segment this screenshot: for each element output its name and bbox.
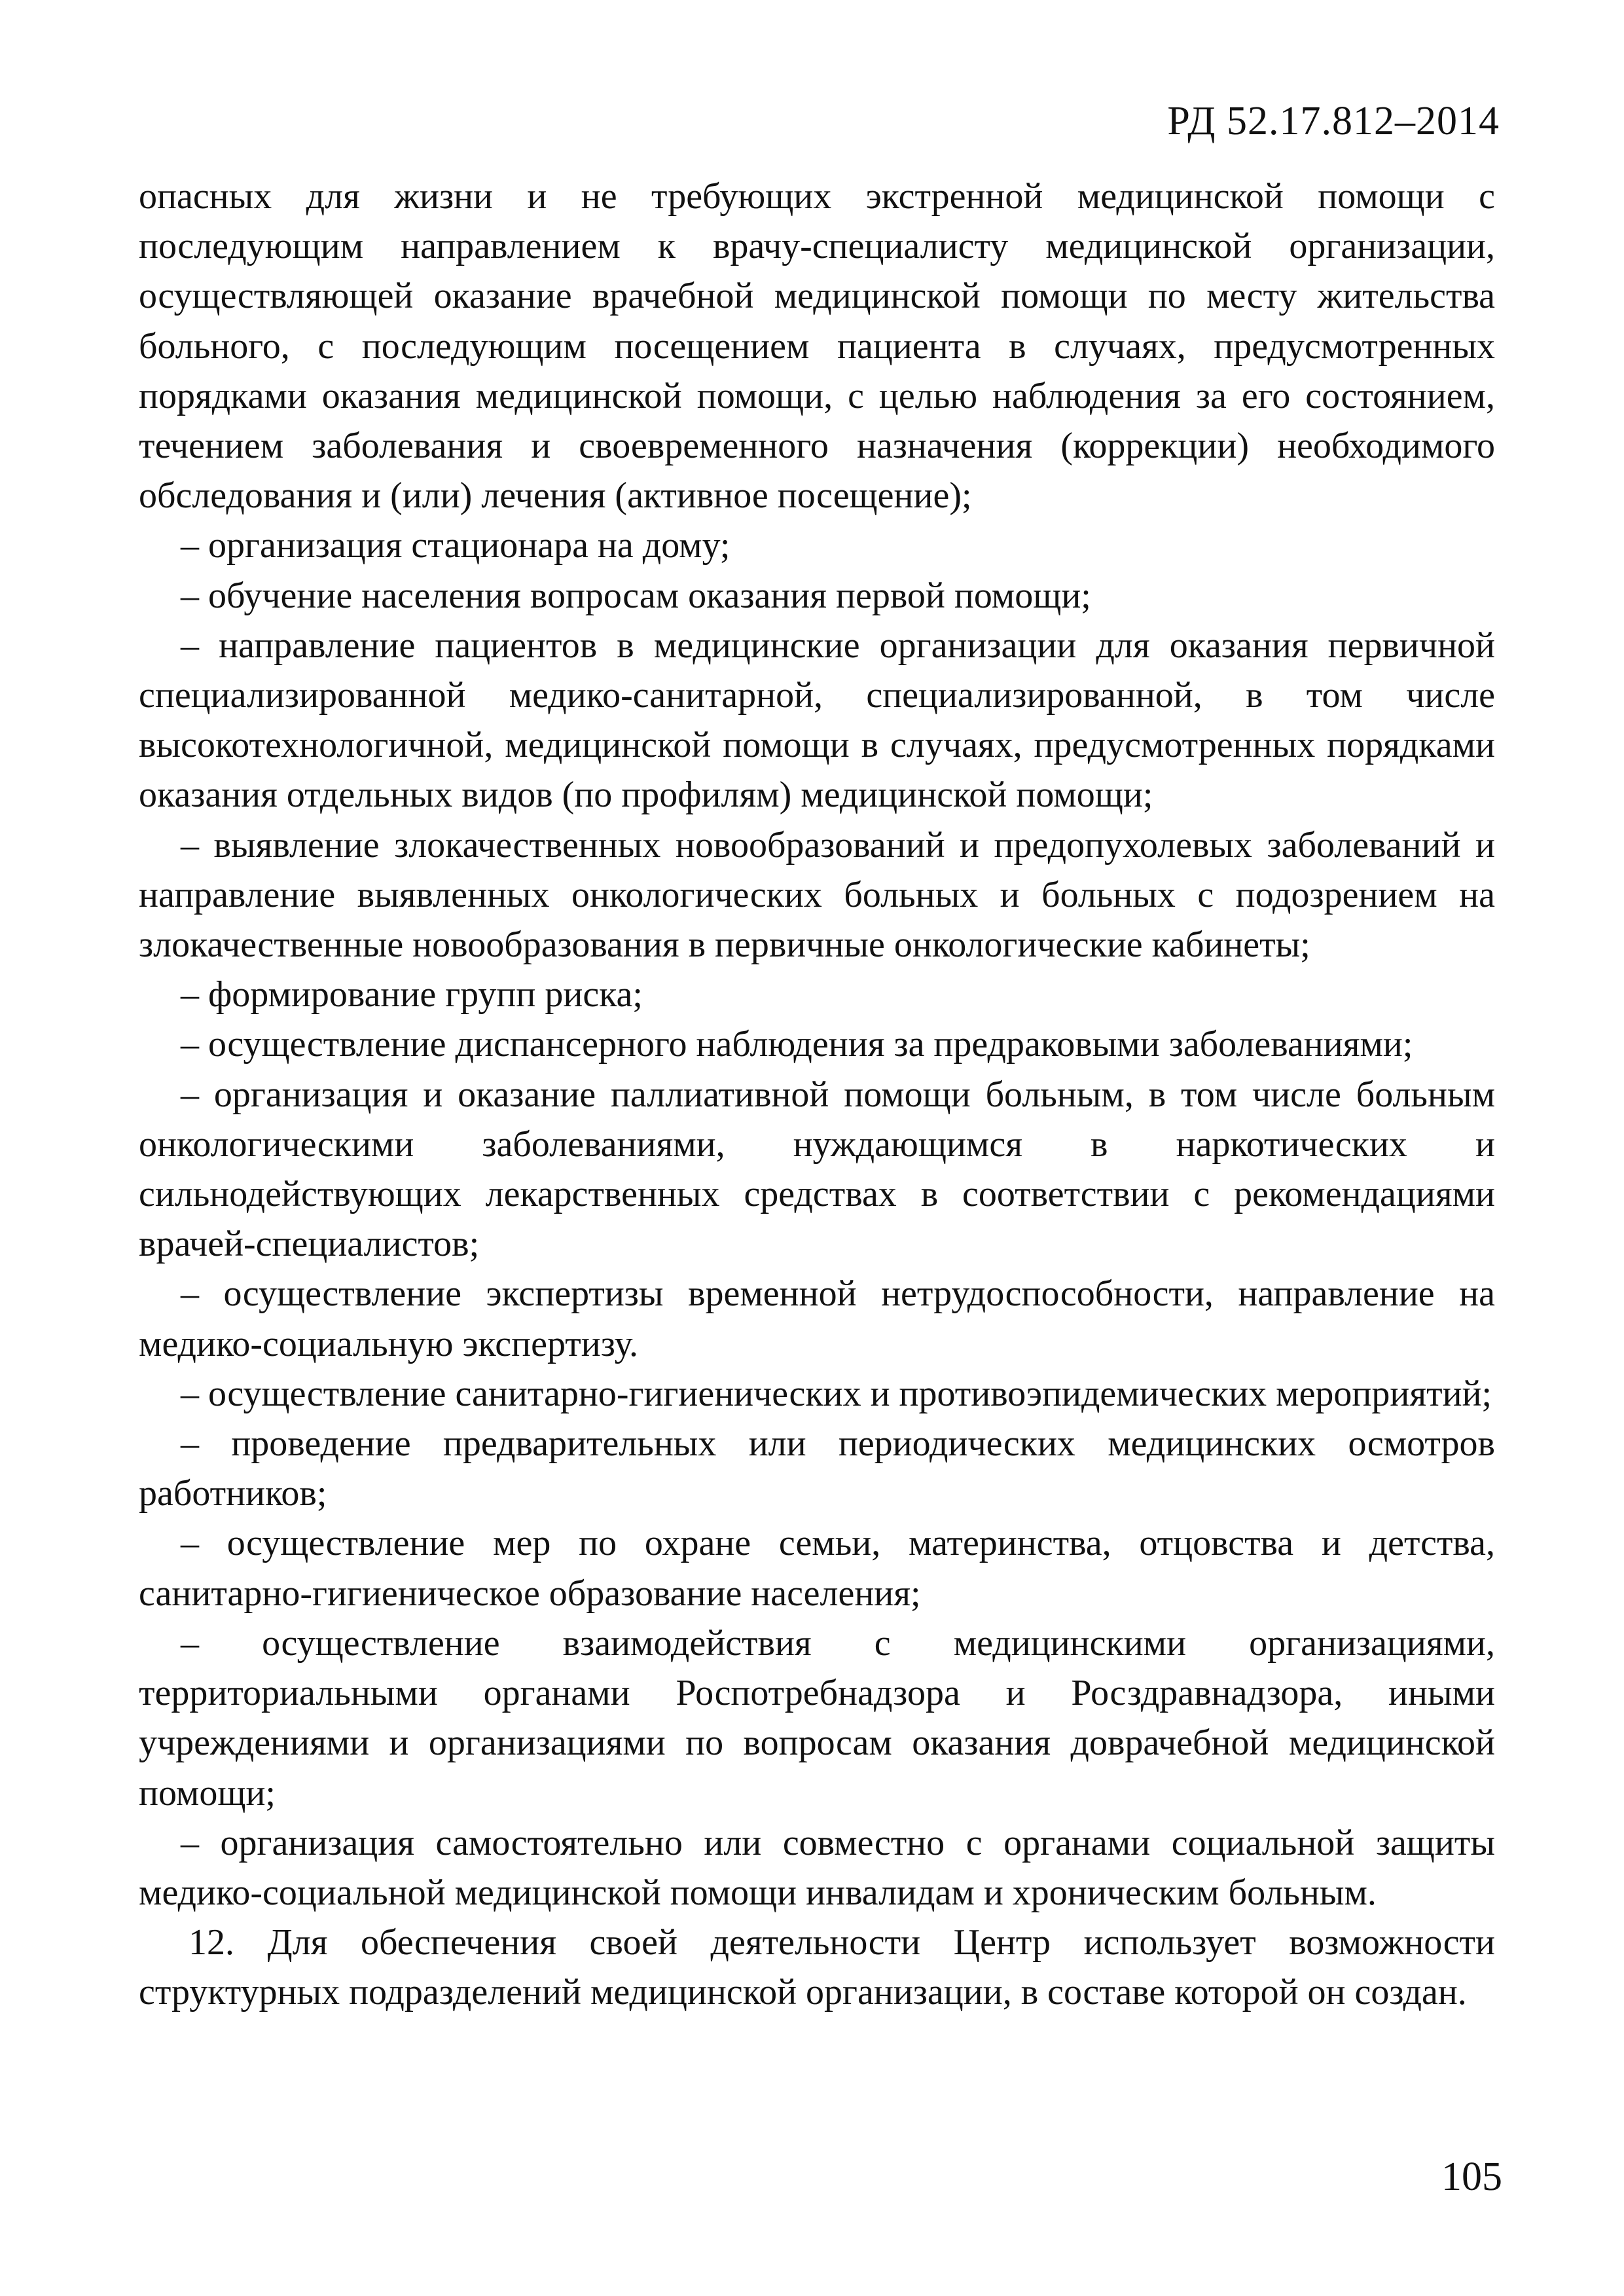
list-item: – организация самостоятельно или совместно с органами социальной защиты медико-социальной медицинской помощи инвалидам и хроническим больным.: [139, 1822, 1495, 1913]
list-item: – формирование групп риска;: [181, 974, 643, 1015]
paragraph-12: 12. Для обеспечения своей деятельности Центр использует возможности структурных подразделений медицинской организации, в составе которой он создан.: [139, 1922, 1495, 2013]
list-item: – обучение населения вопросам оказания первой помощи;: [181, 575, 1091, 616]
document-body: [139, 172, 1495, 2018]
list-item: – выявление злокачественных новообразований и предопухолевых заболеваний и направление выявленных онкологических больных и больных с подозрением на злокачественные новообразования в первичные онкологические кабинеты;: [139, 824, 1495, 966]
list-item: – организация стационара на дому;: [181, 525, 731, 566]
paragraph-continuation: опасных для жизни и не требующих экстренной медицинской помощи с последующим направлением к врачу-специалисту медицинской организации, осуществляющей оказание врачебной медицинской помощи по месту жительства больного, с последующим посещением пациента в случаях, предусмотренных порядками оказания медицинской помощи, с целью наблюдения за его состоянием, течением заболевания и своевременного назначения (коррекции) необходимого обследования и (или) лечения (активное посещение);: [139, 176, 1495, 517]
list-item: – направление пациентов в медицинские организации для оказания первичной специализированной медико-санитарной, специализированной, в том числе высокотехнологичной, медицинской помощи в случаях, предусмотренных порядками оказания отдельных видов (по профилям) медицинской помощи;: [139, 625, 1495, 816]
list-item: – осуществление мер по охране семьи, материнства, отцовства и детства, санитарно-гигиеническое образование населения;: [139, 1523, 1495, 1614]
list-item: – осуществление санитарно-гигиенических и противоэпидемических мероприятий;: [181, 1373, 1492, 1414]
list-item: – осуществление экспертизы временной нетрудоспособности, направление на медико-социальную экспертизу.: [139, 1273, 1495, 1364]
list-item: – организация и оказание паллиативной помощи больным, в том числе больным онкологическими заболеваниями, нуждающимся в наркотических и сильнодействующих лекарственных средствах в соответствии с рекомендациями врачей-специалистов;: [139, 1074, 1495, 1265]
page-number: 105: [1441, 2155, 1502, 2199]
list-item: – осуществление диспансерного наблюдения за предраковыми заболеваниями;: [181, 1024, 1413, 1065]
list-item: – проведение предварительных или периодических медицинских осмотров работников;: [139, 1423, 1495, 1514]
page-header: РД 52.17.812–2014: [1167, 99, 1500, 143]
list-item: – осуществление взаимодействия с медицинскими организациями, территориальными органами Роспотребнадзора и Росздравнадзора, иными учреждениями и организациями по вопросам оказания доврачебной медицинской помощи;: [139, 1622, 1495, 1813]
